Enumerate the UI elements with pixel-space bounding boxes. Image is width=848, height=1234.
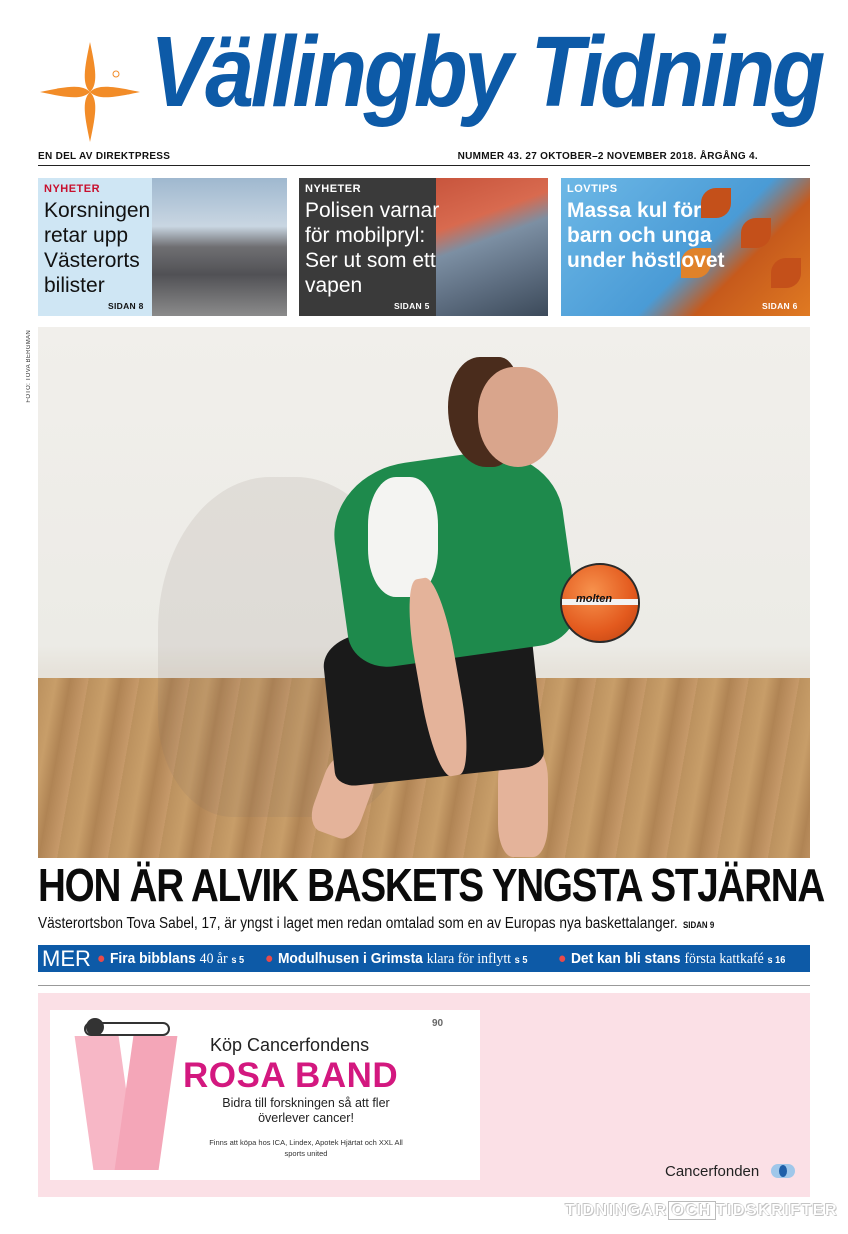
more-item-rest: klara för inflytt: [426, 950, 511, 967]
teaser-photo-traffic: [152, 178, 287, 316]
more-item-bold: Modulhusen i Grimsta: [277, 949, 423, 967]
watermark-middle: OCH: [668, 1201, 716, 1220]
more-item-page: s 16: [767, 954, 786, 966]
lead-page: SIDAN 9: [682, 920, 715, 930]
more-item-rest: första kattkafé: [684, 950, 764, 967]
more-item-bold: Fira bibblans: [109, 949, 196, 967]
lead-deck-text: Västerortsbon Tova Sabel, 17, är yngst i laget men redan omtalad som en av Europas nya baskettalanger.: [38, 915, 678, 932]
ad-finns-text: Finns att köpa hos ICA, Lindex, Apotek Hjärtat och XXL All sports united: [209, 1138, 403, 1158]
teaser-page: SIDAN 5: [394, 301, 430, 311]
more-label: MER: [42, 945, 91, 971]
issue-info: NUMMER 43. 27 OKTOBER–2 NOVEMBER 2018. ÅRGÅNG 4.: [457, 151, 758, 162]
teaser-photo-holster: [436, 178, 548, 316]
teaser-traffic[interactable]: [38, 178, 287, 316]
main-photo: [38, 327, 810, 858]
more-item-rest: 40 år: [199, 950, 228, 967]
section-divider: [38, 985, 810, 986]
teaser-headline: Korsningen retar upp Västerorts bilister: [44, 199, 151, 297]
more-item-library[interactable]: [97, 950, 244, 968]
leaf-icon: [771, 258, 801, 288]
masthead-divider: [38, 165, 810, 166]
bullet-icon: ●: [264, 949, 274, 967]
more-bar: [38, 945, 810, 972]
more-item-page: s 5: [231, 954, 245, 966]
ball-brand: molten: [576, 593, 613, 605]
photo-credit: FOTO: TOVA BERGMAN: [26, 330, 32, 403]
teaser-label: NYHETER: [305, 183, 362, 195]
basketball-icon: [560, 563, 640, 643]
leaf-icon: [741, 218, 771, 248]
lead-headline[interactable]: HON ÄR ALVIK BASKETS YNGSTA STJÄRNA: [38, 859, 825, 911]
teaser-autumn-break[interactable]: [561, 178, 810, 316]
watermark-left: TIDNINGAR: [565, 1202, 668, 1219]
more-item-page: s 5: [514, 954, 528, 966]
teaser-label: NYHETER: [44, 183, 101, 195]
archive-watermark: [565, 1202, 838, 1220]
ad-kop-text: Köp Cancerfondens: [210, 1035, 370, 1055]
more-item-cat-cafe[interactable]: [558, 950, 785, 968]
cancerfonden-logo-text: Cancerfonden: [665, 1163, 760, 1180]
teaser-label: LOVTIPS: [567, 183, 618, 195]
teaser-headline: Polisen varnar för mobilpryl: Ser ut som ett vapen: [305, 199, 440, 297]
teaser-page: SIDAN 8: [108, 301, 144, 311]
more-item-modular-houses[interactable]: [265, 950, 527, 968]
player-head: [478, 367, 558, 467]
ad-bidra-text: Bidra till forskningen så att fler överlever cancer!: [222, 1096, 390, 1125]
ad-90-badge: 90: [432, 1018, 444, 1029]
ad-rosa-band: ROSA BAND: [183, 1056, 399, 1095]
bullet-icon: ●: [96, 949, 106, 967]
masthead-title: Vällingby Tidning: [150, 16, 822, 128]
star-logo-icon: [38, 40, 142, 144]
watermark-right: TIDSKRIFTER: [715, 1202, 838, 1219]
masthead-subtitle: EN DEL AV DIREKTPRESS: [38, 151, 171, 162]
more-item-bold: Det kan bli stans: [571, 949, 681, 967]
bullet-icon: ●: [558, 949, 567, 967]
teaser-page: SIDAN 6: [762, 301, 798, 311]
player-jersey: [325, 442, 581, 672]
lead-deck: [38, 915, 714, 933]
teaser-police[interactable]: [299, 178, 548, 316]
teaser-headline: Massa kul för barn och unga under höstlovet: [567, 199, 725, 272]
cancerfonden-logo-icon: [771, 1164, 795, 1178]
safety-pin-head-icon: [86, 1018, 104, 1036]
